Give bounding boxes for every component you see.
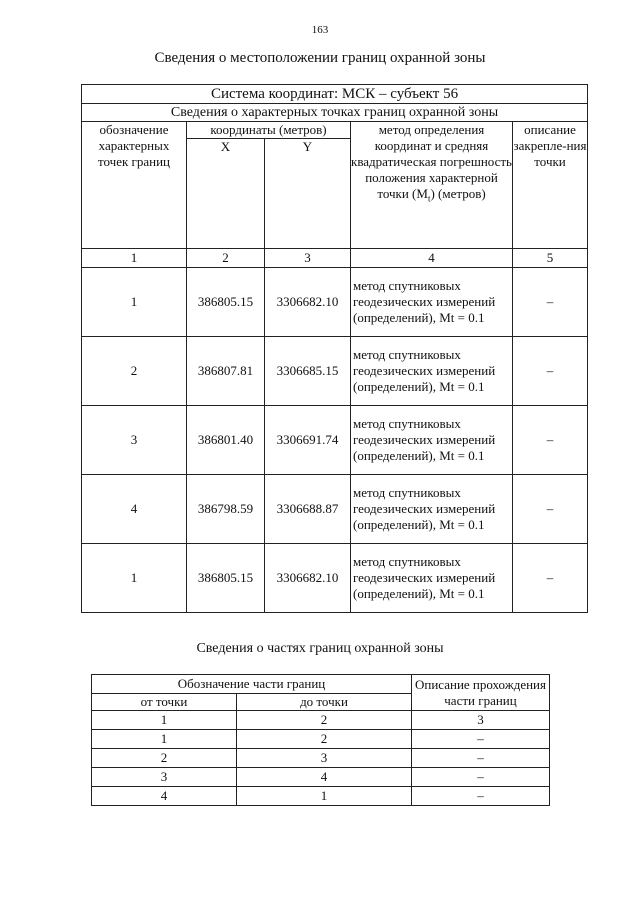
column-number: 4 [351,249,513,268]
method-cell: метод спутниковых геодезических измерений (определений), Mt = 0.1 [351,337,513,406]
to-cell: 2 [237,730,412,749]
y-cell: 3306682.10 [265,268,351,337]
table-row [92,730,550,749]
description-cell: – [513,337,588,406]
point-cell: 3 [82,406,187,475]
to-cell: 3 [237,749,412,768]
x-cell: 386805.15 [187,544,265,613]
coordinates-header: координаты (метров) [187,122,351,139]
method-cell: метод спутниковых геодезических измерений (определений), Mt = 0.1 [351,406,513,475]
method-header-text: метод определения координат и средняя квадратическая погрешность положения характерной точки (M [351,122,512,201]
table-row [82,268,588,337]
from-point-header: от точки [92,694,237,711]
to-cell: 4 [237,768,412,787]
table-row [82,337,588,406]
from-cell: 3 [92,768,237,787]
method-cell: метод спутниковых геодезических измерений (определений), Mt = 0.1 [351,544,513,613]
y-cell: 3306685.15 [265,337,351,406]
coordinate-system-row: Система координат: МСК – субъект 56 [82,85,588,104]
description-cell: – [412,749,550,768]
column-number: 3 [265,249,351,268]
description-cell: – [412,730,550,749]
description-cell: – [513,475,588,544]
points-info-row: Сведения о характерных точках границ охранной зоны [82,104,588,122]
x-header: X [187,139,265,249]
part-designation-header: Обозначение части границ [92,675,412,694]
method-cell: метод спутниковых геодезических измерений (определений), Mt = 0.1 [351,475,513,544]
table-row [92,768,550,787]
description-cell: – [513,268,588,337]
description-cell: – [513,544,588,613]
x-cell: 386807.81 [187,337,265,406]
column-number: 1 [82,249,187,268]
method-header [351,122,513,249]
column-number: 2 [237,711,412,730]
y-cell: 3306688.87 [265,475,351,544]
point-cell: 4 [82,475,187,544]
passage-description-header: Описание прохождения части границ [412,675,550,711]
table-row [92,711,550,730]
to-point-header: до точки [237,694,412,711]
point-cell: 1 [82,268,187,337]
method-cell: метод спутниковых геодезических измерений (определений), Mt = 0.1 [351,268,513,337]
x-cell: 386801.40 [187,406,265,475]
method-header-units: ) (метров) [430,186,486,201]
table-row [82,406,588,475]
table-row [82,475,588,544]
page-number: 163 [311,24,329,36]
from-cell: 1 [92,730,237,749]
x-cell: 386798.59 [187,475,265,544]
column-number: 5 [513,249,588,268]
boundary-parts-title: Сведения о частях границ охранной зоны [196,641,444,656]
boundary-parts-table [91,674,550,806]
method-header-subscript: t [427,193,431,204]
from-cell: 2 [92,749,237,768]
y-cell: 3306691.74 [265,406,351,475]
point-cell: 1 [82,544,187,613]
description-cell: – [412,787,550,806]
section-title: Сведения о местоположении границ охранной зоны [154,50,486,66]
table-row [92,787,550,806]
characteristic-points-table [81,84,588,613]
description-cell: – [513,406,588,475]
column-number: 3 [412,711,550,730]
to-cell: 1 [237,787,412,806]
column-number: 2 [187,249,265,268]
table-row [82,544,588,613]
column-number: 1 [92,711,237,730]
description-header: описание закрепле-ния точки [513,122,588,249]
table-row [92,749,550,768]
x-cell: 386805.15 [187,268,265,337]
from-cell: 4 [92,787,237,806]
designation-header: обозначение характерных точек границ [82,122,187,249]
description-cell: – [412,768,550,787]
y-cell: 3306682.10 [265,544,351,613]
y-header: Y [265,139,351,249]
point-cell: 2 [82,337,187,406]
